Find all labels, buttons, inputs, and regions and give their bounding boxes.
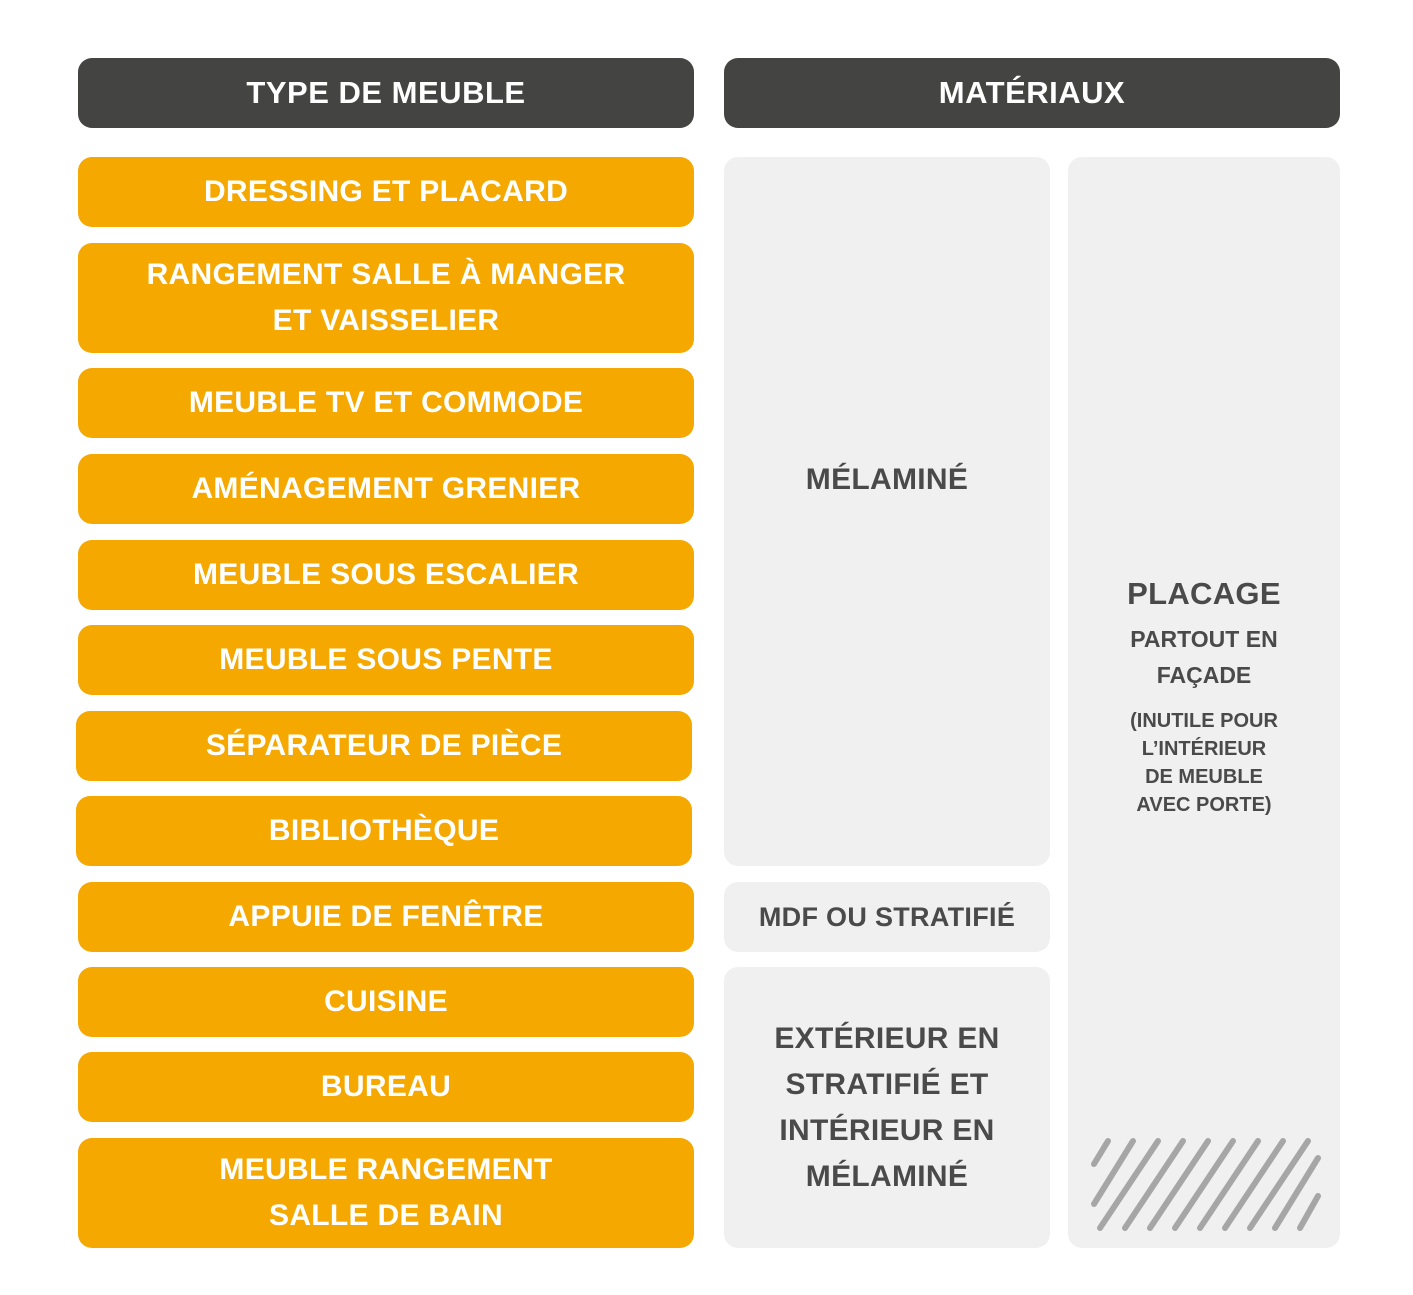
material-mdf xyxy=(724,882,1050,952)
hatch-pattern-icon xyxy=(1088,1136,1324,1236)
material-exterior-label: EXTÉRIEUR EN STRATIFIÉ ET INTÉRIEUR EN MÉLAMINÉ xyxy=(774,1021,1000,1193)
furniture-type-item: SÉPARATEUR DE PIÈCE xyxy=(76,711,692,781)
placage-title: PLACAGE xyxy=(1127,576,1281,611)
placage-subtitle: PARTOUT EN FAÇADE xyxy=(1130,626,1278,688)
furniture-type-item: DRESSING ET PLACARD xyxy=(78,157,694,227)
furniture-type-item: AMÉNAGEMENT GRENIER xyxy=(78,454,694,524)
furniture-type-item: MEUBLE SOUS ESCALIER xyxy=(78,540,694,610)
material-melamine xyxy=(724,157,1050,866)
material-mdf-label: MDF OU STRATIFIÉ xyxy=(758,902,1016,932)
material-exterior xyxy=(724,967,1050,1248)
furniture-type-item: MEUBLE RANGEMENT SALLE DE BAIN xyxy=(78,1138,694,1248)
header-furniture-type: TYPE DE MEUBLE xyxy=(78,58,694,128)
placage-note: (INUTILE POUR L’INTÉRIEUR DE MEUBLE AVEC PORTE) xyxy=(1130,710,1278,816)
furniture-type-item: MEUBLE TV ET COMMODE xyxy=(78,368,694,438)
furniture-type-item: BIBLIOTHÈQUE xyxy=(76,796,692,866)
furniture-type-item: MEUBLE SOUS PENTE xyxy=(78,625,694,695)
header-materials: MATÉRIAUX xyxy=(724,58,1340,128)
material-placage xyxy=(1068,157,1340,1248)
furniture-type-item: BUREAU xyxy=(78,1052,694,1122)
furniture-type-item: CUISINE xyxy=(78,967,694,1037)
material-melamine-label: MÉLAMINÉ xyxy=(805,462,969,496)
furniture-type-item: APPUIE DE FENÊTRE xyxy=(78,882,694,952)
furniture-type-item: RANGEMENT SALLE À MANGER ET VAISSELIER xyxy=(78,243,694,353)
